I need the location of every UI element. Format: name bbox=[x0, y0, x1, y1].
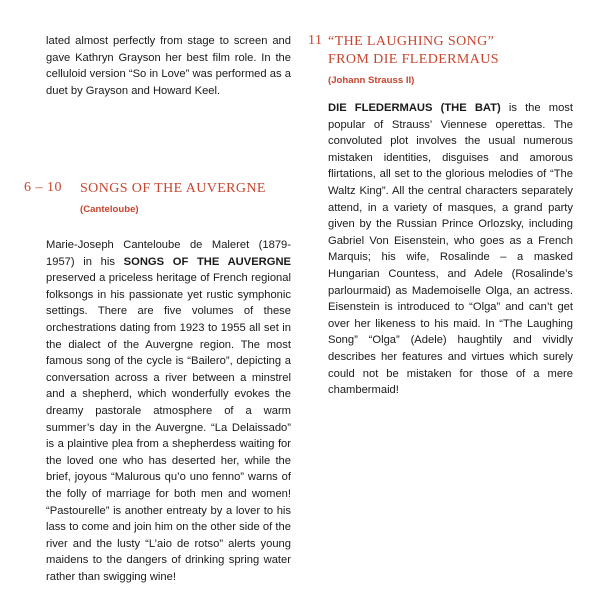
section-6-10-title-block bbox=[80, 180, 266, 215]
section-composer: (Canteloube) bbox=[80, 204, 139, 215]
section-title: SONGS OF THE AUVERGNE bbox=[80, 181, 266, 196]
section-number: 6 – 10 bbox=[24, 180, 62, 195]
body-lead: Marie-Joseph Canteloube de Maleret (1879-1957) in his bbox=[46, 239, 291, 268]
section-6-10-body bbox=[46, 237, 291, 585]
body-lead-bold: SONGS OF THE AUVERGNE bbox=[123, 255, 291, 268]
section-number: 11 bbox=[308, 33, 323, 48]
intro-paragraph: lated almost perfectly from stage to screen and gave Kathryn Grayson her best film role. In the celluloid version “So in Love” was performed as a duet by Grayson and Howard Keel. bbox=[46, 35, 291, 97]
section-title-line2: FROM DIE FLEDERMAUS bbox=[328, 52, 499, 67]
section-11-body bbox=[328, 100, 573, 399]
section-title-line1: “THE LAUGHING SONG” bbox=[328, 34, 495, 49]
body-text: preserved a priceless heritage of French regional folksongs in his passionate yet rustic symphonic settings. There are five volumes of these orchestrations dating from 1923 to 1955 all set in the dialect of the Auvergne region. The most famous song of the cycle is “Bailero”, depicting a conversation across a river between a minstrel and a shepherd, which wonderfully evokes the dreamy pastorale atmosphere of a warm summer’s day in the Auvergne. “La Delaissado” is a plaintive plea from a shepherdess waiting for the loved one who has deserted her, while the brief, joyous “Malurous qu’o uno fenno” warns of the folly of marriage for both men and women! “Pastourelle” is another entreaty by a lover to his lass to come and join him on the other side of the river and the lusty “L’aio de rotso” alerts young maidens to the dangers of drinking spring water rather than swigging wine! bbox=[46, 272, 291, 583]
section-11-title-block bbox=[328, 33, 499, 86]
section-composer: (Johann Strauss II) bbox=[328, 75, 415, 86]
body-text: is the most popular of Strauss’ Viennese operettas. The convoluted plot involves the usual numerous mistaken identities, disguises and amorous flirtations, all set to the glorious melodies of “The Waltz King”. All the central characters separately attend, in a variety of masques, a grand party given by the Russian Prince Orlozsky, including Gabriel Von Eisenstein, who goes as a French Marquis; his wife, Rosalinde – a masked Hungarian Countess, and Adele (Rosalinde’s parlourmaid) as Mademoiselle Olga, an actress. Eisenstein is introduced to “Olga” and can’t get over her likeness to his maid. In “The Laughing Song” “Olga” (Adele) haughtily and vividly describes her features and virtues which surely could not be mistaken for those of a mere chambermaid! bbox=[328, 102, 574, 397]
body-lead-bold: DIE FLEDERMAUS (THE BAT) bbox=[328, 102, 501, 114]
